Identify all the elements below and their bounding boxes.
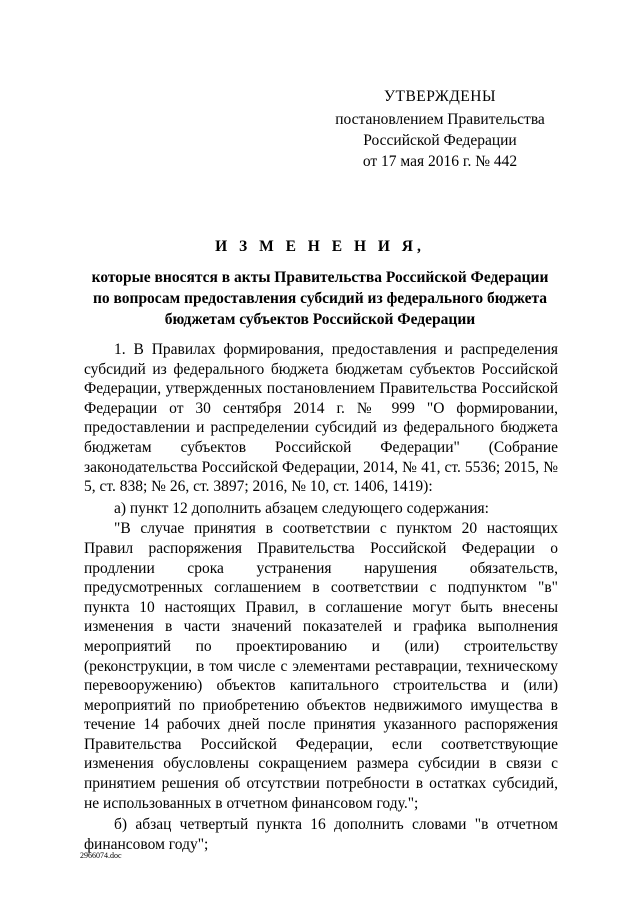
approval-heading: УТВЕРЖДЕНЫ (384, 88, 496, 105)
paragraph-quote: "В случае принятия в соответствии с пунктом 20 настоящих Правил распоряжения Правительства Российской Федерации о продлении срока устранения нарушения обязательств, предусмотренных соглашением в соответствии с подпунктом "в" пункта 10 настоящих Правил, в соглашение могут быть внесены изменения в части значений показателей и графика выполнения мероприятий по проектированию и (или) строительству (реконструкции, в том числе с элементами реставрации, техническому перевооружению) объектов капитального строительства и (или) мероприятий по приобретению объектов недвижимого имущества в течение 14 рабочих дней после принятия указанного распоряжения Правительства Российской Федерации, если соответствующие изменения обусловлены сокращением размера субсидии в связи с принятием решения об отсутствии потребности в остатках субсидий, не использованных в отчетном финансовом году."; (84, 520, 558, 812)
title-line-3: бюджетам субъектов Российской Федерации (164, 311, 476, 328)
footer-file-name: 2966074.doc (80, 851, 122, 860)
title-line-1: которые вносятся в акты Правительства Российской Федерации (91, 269, 549, 286)
approval-stamp (320, 86, 560, 172)
document-body (84, 340, 558, 855)
paragraph-subitem-b: б) абзац четвертый пункта 16 дополнить словами "в отчетном финансовом году"; (84, 816, 558, 853)
approval-line-2: Российской Федерации (363, 132, 517, 149)
paragraph-item-1: 1. В Правилах формирования, предоставления и распределения субсидий из федерального бюджета бюджетам субъектов Российской Федерации, утвержденных постановлением Правительства Российской Федерации от 30 сентября 2014 г. № 999 "О формировании, предоставлении и распределении субсидий из федерального бюджета бюджетам субъектов Российской Федерации" (Собрание законодательства Российской Федерации, 2014, № 41, ст. 5536; 2015, № 5, ст. 838; № 26, ст. 3897; 2016, № 10, ст. 1406, 1419): (84, 341, 558, 496)
document-title (60, 236, 580, 330)
title-heading: И З М Е Н Е Н И Я, (215, 238, 425, 255)
approval-line-3: от 17 мая 2016 г. № 442 (362, 153, 518, 170)
paragraph-subitem-a: а) пункт 12 дополнить абзацем следующего содержания: (114, 499, 489, 517)
approval-line-1: постановлением Правительства (335, 111, 545, 128)
title-line-2: по вопросам предоставления субсидий из федерального бюджета (92, 290, 548, 307)
